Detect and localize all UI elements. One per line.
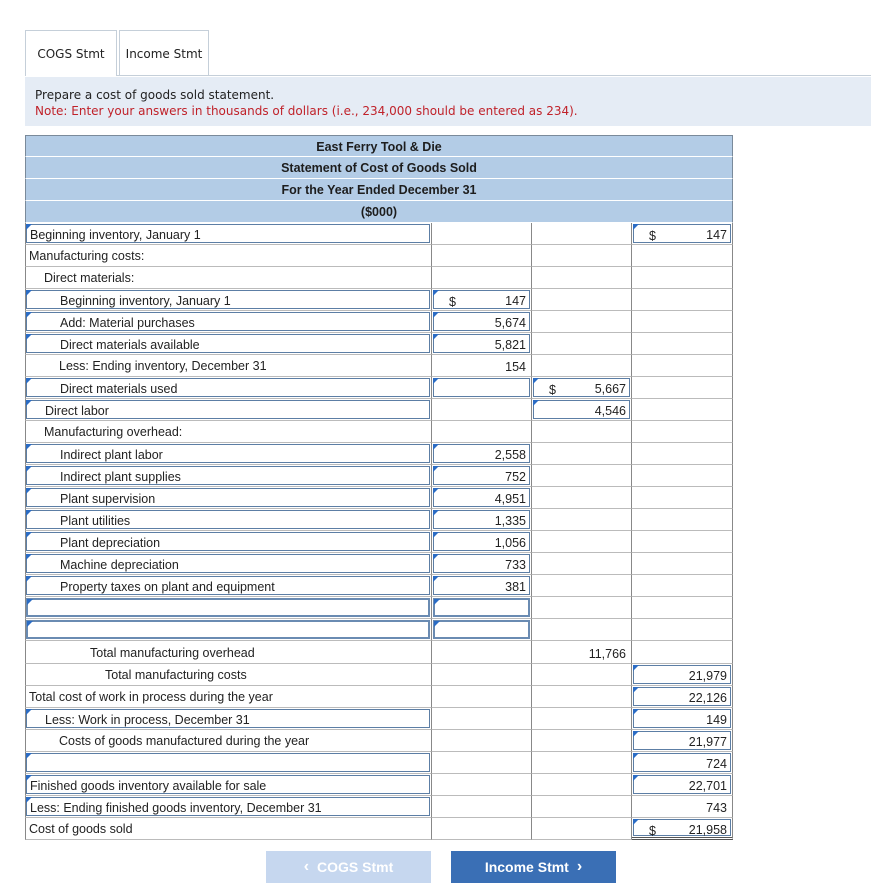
input-fg-end[interactable]: 743 — [633, 797, 731, 816]
table-row — [25, 553, 733, 575]
input-dm-avail[interactable]: 5,821 — [433, 334, 530, 353]
label-select-oh-taxes[interactable]: Property taxes on plant and equipment — [26, 576, 430, 595]
input-dm-used-blank[interactable] — [433, 378, 530, 397]
input-oh-depr[interactable]: 1,056 — [433, 532, 530, 551]
table-row — [25, 730, 733, 752]
label-select-dm-purch[interactable]: Add: Material purchases — [26, 312, 430, 331]
table-row — [25, 752, 733, 774]
input-cogs[interactable]: $ 21,958 — [633, 819, 731, 836]
tab-income-stmt[interactable]: Income Stmt — [119, 30, 209, 76]
table-row — [25, 796, 733, 818]
label-select-blank-3[interactable] — [26, 753, 430, 772]
label-select-dm-beg[interactable]: Beginning inventory, January 1 — [26, 290, 430, 309]
label-select-oh-machine[interactable]: Machine depreciation — [26, 554, 430, 573]
input-oh-supplies[interactable]: 752 — [433, 466, 530, 485]
statement-units: ($000) — [25, 201, 733, 223]
total-mfg-label: Total manufacturing costs — [105, 668, 247, 682]
input-blank-2[interactable] — [433, 620, 530, 639]
table-row — [25, 818, 733, 840]
input-total-wip[interactable]: 22,126 — [633, 687, 731, 706]
label-select-oh-depr[interactable]: Plant depreciation — [26, 532, 430, 551]
input-total-moh[interactable]: 11,766 — [533, 643, 630, 662]
table-row — [25, 443, 733, 465]
total-moh-label: Total manufacturing overhead — [90, 646, 255, 660]
input-total-mfg[interactable]: 21,979 — [633, 665, 731, 684]
label-select-oh-utilities[interactable]: Plant utilities — [26, 510, 430, 529]
instruction-text: Prepare a cost of goods sold statement. — [35, 88, 275, 102]
table-row — [25, 531, 733, 553]
table-row — [25, 355, 733, 377]
table-row — [25, 289, 733, 311]
table-row — [25, 597, 733, 619]
label-select-dm-avail[interactable]: Direct materials available — [26, 334, 430, 353]
table-row — [25, 311, 733, 333]
input-dl[interactable]: 4,546 — [533, 400, 630, 419]
table-row — [25, 686, 733, 708]
statement-title: Statement of Cost of Goods Sold — [25, 157, 733, 179]
table-row — [25, 642, 733, 664]
cogs-label: Cost of goods sold — [29, 822, 133, 836]
input-dm-beg[interactable]: $ 147 — [433, 290, 530, 309]
input-dm-purch[interactable]: 5,674 — [433, 312, 530, 331]
label-select-blank-1[interactable] — [26, 598, 430, 617]
input-blank-1[interactable] — [433, 598, 530, 617]
company-name: East Ferry Tool & Die — [25, 135, 733, 157]
table-row — [25, 465, 733, 487]
label-select-wip-end[interactable]: Less: Work in process, December 31 — [26, 709, 430, 728]
table-row — [25, 664, 733, 686]
moh-header-label: Manufacturing overhead: — [44, 425, 183, 439]
label-select-fg-avail[interactable]: Finished goods inventory available for sale — [26, 775, 430, 794]
table-row — [25, 245, 733, 267]
table-row — [25, 267, 733, 289]
table-row — [25, 509, 733, 531]
label-select-oh-labor[interactable]: Indirect plant labor — [26, 444, 430, 463]
table-row — [25, 575, 733, 597]
input-oh-taxes[interactable]: 381 — [433, 576, 530, 595]
input-dm-end[interactable]: 154 — [433, 356, 530, 375]
mfg-costs-label: Manufacturing costs: — [29, 249, 145, 263]
chevron-right-icon: › — [576, 858, 583, 875]
input-oh-utilities[interactable]: 1,335 — [433, 510, 530, 529]
chevron-left-icon: ‹ — [303, 858, 310, 875]
instructions-panel — [25, 77, 871, 126]
label-select-dl[interactable]: Direct labor — [26, 400, 430, 419]
table-row — [25, 774, 733, 796]
input-blank-3[interactable]: 724 — [633, 753, 731, 772]
table-row — [25, 708, 733, 730]
instruction-note: Note: Enter your answers in thousands of dollars (i.e., 234,000 should be entered as 234). — [35, 104, 578, 118]
table-row — [25, 487, 733, 509]
statement-period: For the Year Ended December 31 — [25, 179, 733, 201]
dm-end-label: Less: Ending inventory, December 31 — [59, 359, 267, 373]
tab-bar — [25, 30, 209, 76]
input-oh-machine[interactable]: 733 — [433, 554, 530, 573]
input-beg-inv[interactable]: $ 147 — [633, 224, 731, 243]
input-oh-labor[interactable]: 2,558 — [433, 444, 530, 463]
label-select-beg-inv[interactable]: Beginning inventory, January 1 — [26, 224, 430, 243]
label-select-blank-2[interactable] — [26, 620, 430, 639]
prev-button[interactable] — [266, 851, 431, 883]
cogm-label: Costs of goods manufactured during the year — [59, 734, 310, 748]
table-row — [25, 421, 733, 443]
input-oh-supervision[interactable]: 4,951 — [433, 488, 530, 507]
next-button[interactable] — [451, 851, 616, 883]
input-wip-end[interactable]: 149 — [633, 709, 731, 728]
input-fg-avail[interactable]: 22,701 — [633, 775, 731, 794]
total-wip-label: Total cost of work in process during the year — [29, 690, 273, 704]
next-button-label: Income Stmt — [484, 859, 569, 875]
input-dm-used[interactable]: $ 5,667 — [533, 378, 630, 397]
label-select-dm-used[interactable]: Direct materials used — [26, 378, 430, 397]
label-select-fg-end[interactable]: Less: Ending finished goods inventory, December 31 — [26, 797, 430, 816]
table-row — [25, 223, 733, 245]
label-select-oh-supplies[interactable]: Indirect plant supplies — [26, 466, 430, 485]
table-row — [25, 619, 733, 641]
dm-header-label: Direct materials: — [44, 271, 135, 285]
label-select-oh-supervision[interactable]: Plant supervision — [26, 488, 430, 507]
table-row — [25, 333, 733, 355]
table-row — [25, 377, 733, 399]
table-row — [25, 399, 733, 421]
tab-divider — [117, 75, 871, 76]
tab-cogs-stmt[interactable]: COGS Stmt — [25, 30, 117, 76]
prev-button-label: COGS Stmt — [317, 859, 394, 875]
input-cogm[interactable]: 21,977 — [633, 731, 731, 750]
